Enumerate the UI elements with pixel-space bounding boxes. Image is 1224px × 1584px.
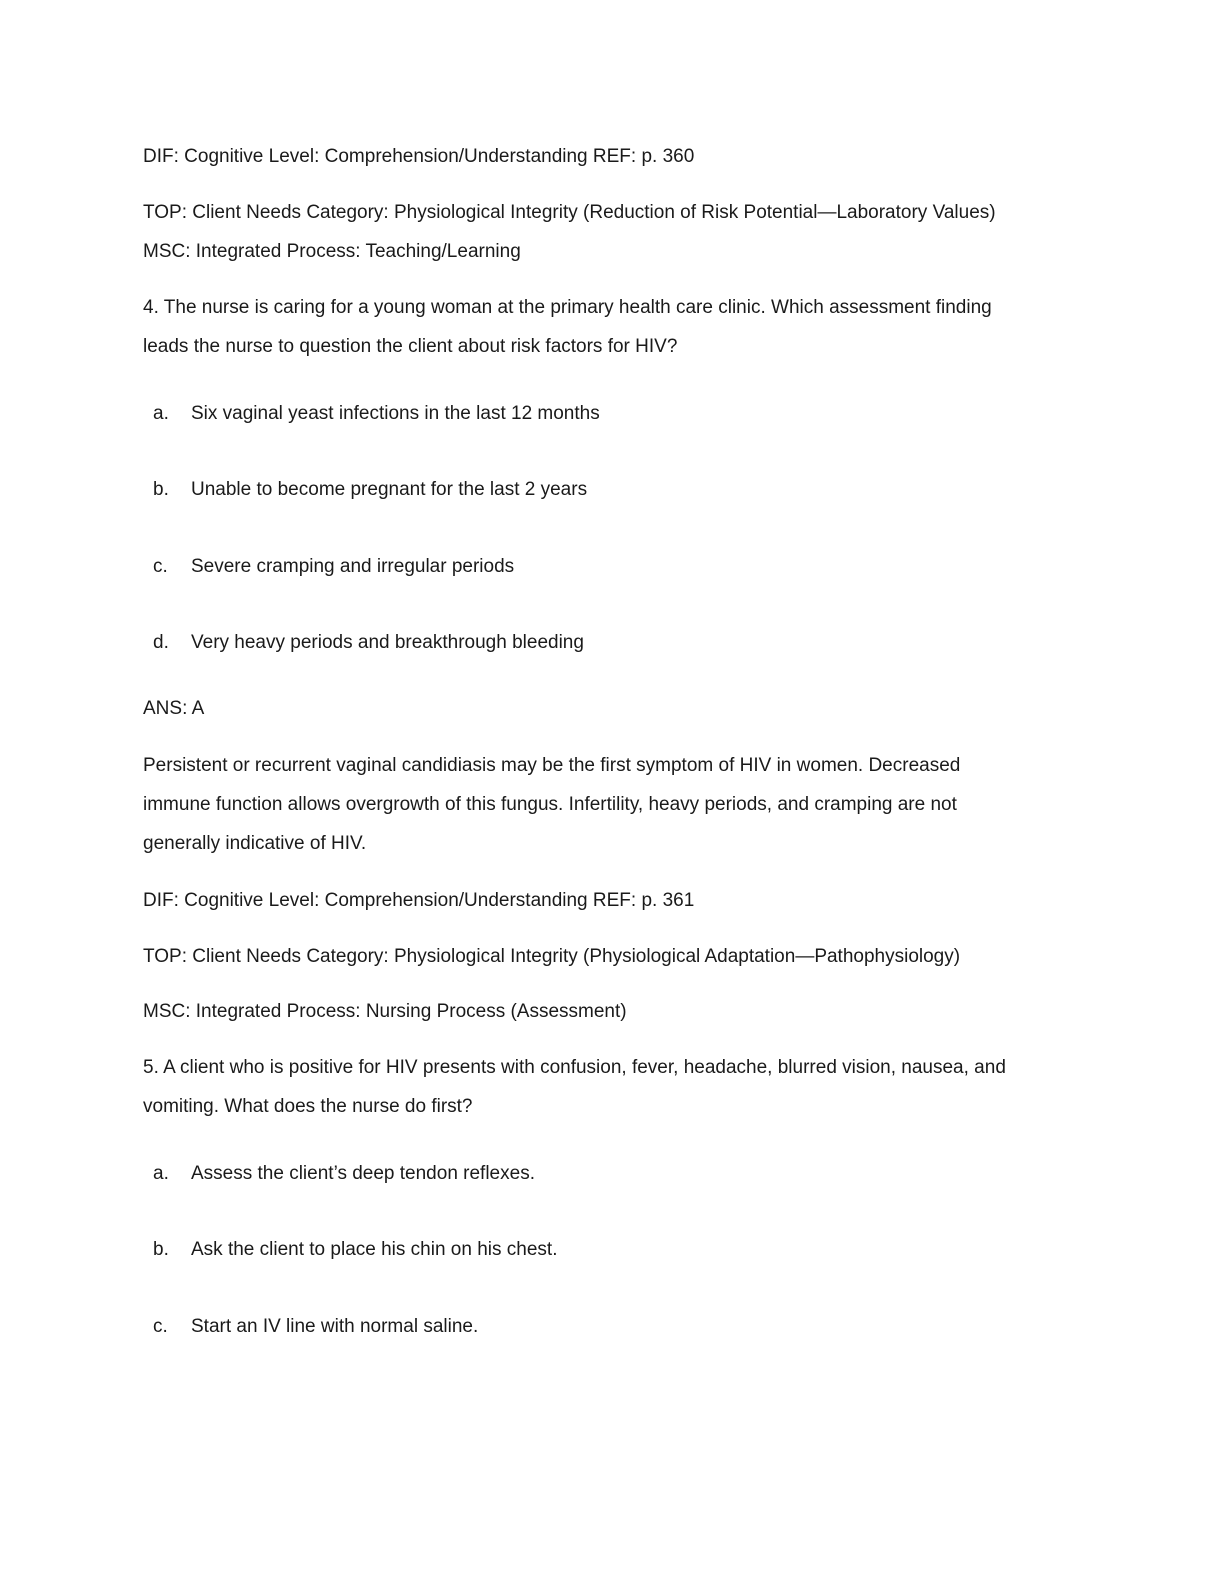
question-5-option-c <box>153 1315 478 1339</box>
option-letter: c. <box>153 1316 168 1337</box>
option-letter: b. <box>153 479 169 500</box>
option-text: Very heavy periods and breakthrough bleeding <box>191 632 584 653</box>
question-5-line-1: 5. A client who is positive for HIV presents with confusion, fever, headache, blurred vision, nausea, and <box>143 1057 1006 1078</box>
dif-line-1: DIF: Cognitive Level: Comprehension/Understanding REF: p. 360 <box>143 146 695 167</box>
question-4-option-a <box>153 402 600 426</box>
option-text: Ask the client to place his chin on his chest. <box>191 1239 558 1260</box>
option-letter: d. <box>153 632 169 653</box>
rationale-4-line-3: generally indicative of HIV. <box>143 833 367 854</box>
option-text: Six vaginal yeast infections in the last 12 months <box>191 403 600 424</box>
rationale-4-line-1: Persistent or recurrent vaginal candidiasis may be the first symptom of HIV in women. Decreased <box>143 755 961 776</box>
dif-line-2: DIF: Cognitive Level: Comprehension/Understanding REF: p. 361 <box>143 890 695 911</box>
option-text: Assess the client’s deep tendon reflexes. <box>191 1163 535 1184</box>
option-text: Start an IV line with normal saline. <box>191 1316 479 1337</box>
msc-line-2: MSC: Integrated Process: Nursing Process (Assessment) <box>143 1001 627 1022</box>
option-letter: c. <box>153 556 168 577</box>
top-line-1: TOP: Client Needs Category: Physiological Integrity (Reduction of Risk Potential—Laboratory Values) <box>143 202 996 223</box>
option-letter: a. <box>153 1163 169 1184</box>
question-4-option-c <box>153 555 514 579</box>
answer-4: ANS: A <box>143 698 205 719</box>
option-text: Unable to become pregnant for the last 2 years <box>191 479 588 500</box>
question-5-line-2: vomiting. What does the nurse do first? <box>143 1096 473 1117</box>
option-letter: b. <box>153 1239 169 1260</box>
option-text: Severe cramping and irregular periods <box>191 556 515 577</box>
msc-line-1: MSC: Integrated Process: Teaching/Learning <box>143 241 521 262</box>
question-4-option-d <box>153 631 584 655</box>
question-5-option-a <box>153 1162 535 1186</box>
question-4-line-2: leads the nurse to question the client about risk factors for HIV? <box>143 336 678 357</box>
question-4-line-1: 4. The nurse is caring for a young woman at the primary health care clinic. Which assessment finding <box>143 297 992 318</box>
rationale-4-line-2: immune function allows overgrowth of this fungus. Infertility, heavy periods, and cramping are not <box>143 794 957 815</box>
question-5-option-b <box>153 1238 557 1262</box>
question-4-option-b <box>153 478 587 502</box>
top-line-2: TOP: Client Needs Category: Physiological Integrity (Physiological Adaptation—Pathophysiology) <box>143 946 961 967</box>
option-letter: a. <box>153 403 169 424</box>
